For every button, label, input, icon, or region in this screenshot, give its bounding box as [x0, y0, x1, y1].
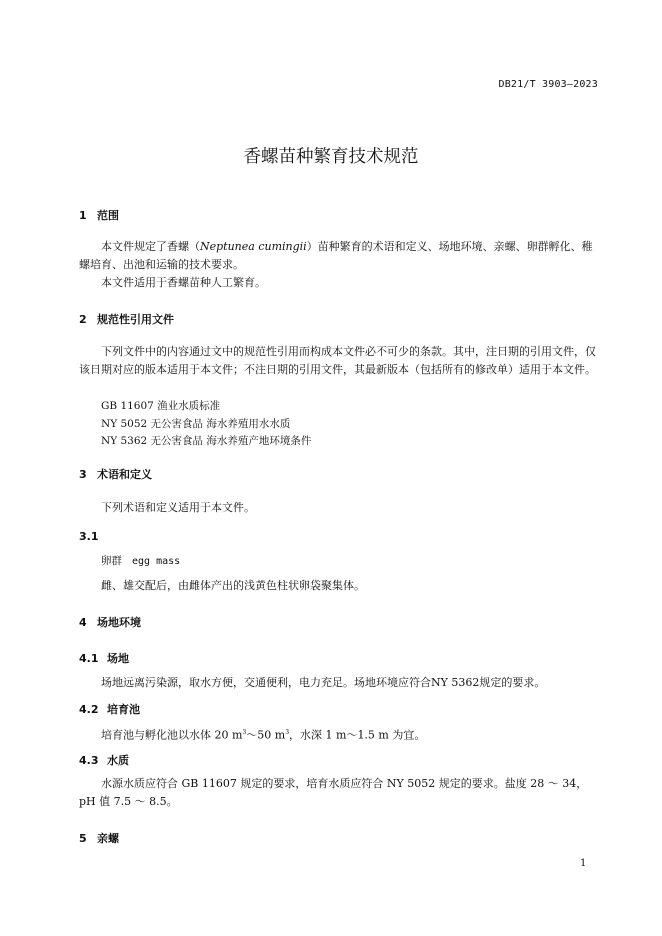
text-run: ，水深 1 m～1.5 m 为宜。 — [289, 728, 426, 742]
normative-reference: GB 11607 渔业水质标准 — [101, 400, 221, 412]
term-english: egg mass — [132, 556, 181, 567]
section-number: 4.1 — [79, 652, 99, 665]
section-title: 亲螺 — [97, 832, 119, 845]
section-1-paragraph-2: 本文件适用于香螺苗种人工繁育。 — [101, 276, 266, 289]
section-4-heading — [79, 614, 141, 630]
section-number: 5 — [79, 832, 87, 845]
subsection-3-1-number: 3.1 — [79, 530, 99, 543]
normative-reference: NY 5362 无公害食品 海水养殖产地环境条件 — [101, 435, 312, 447]
term-definition: 雌、雄交配后，由雌体产出的浅黄色柱状卵袋聚集体。 — [101, 579, 365, 592]
text-run: 培育池与孵化池以水体 20 m — [101, 728, 243, 742]
subsection-4-1-text: 场地远离污染源，取水方便，交通便利，电力充足。场地环境应符合NY 5362规定的要求。 — [101, 676, 546, 689]
superscript: 3 — [242, 729, 247, 736]
section-2-paragraph-1: 下列文件中的内容通过文中的规范性引用而构成本文件必不可少的条款。其中，注日期的引用文件，仅该日期对应的版本适用于本文件；不注日期的引用文件，其最新版本（包括所有的修改单）适用于本文件。 — [79, 345, 596, 376]
section-number: 2 — [79, 313, 87, 326]
text-run: ～50 m — [246, 728, 286, 742]
page-number: 1 — [580, 858, 587, 869]
section-title: 场地 — [107, 652, 129, 665]
section-title: 范围 — [97, 209, 119, 222]
section-number: 4.3 — [79, 754, 99, 767]
section-5-heading — [79, 830, 119, 846]
section-number: 3 — [79, 468, 87, 481]
section-title: 水质 — [107, 754, 129, 767]
section-1-paragraph-1 — [79, 238, 599, 274]
section-title: 培育池 — [107, 703, 140, 716]
section-title: 规范性引用文件 — [97, 313, 174, 326]
superscript: 3 — [285, 729, 290, 736]
latin-name: Neptunea cumingii — [200, 240, 307, 253]
section-number: 4 — [79, 616, 87, 629]
normative-reference: NY 5052 无公害食品 海水养殖用水水质 — [101, 418, 291, 430]
subsection-4-3-text: 水源水质应符合 GB 11607 规定的要求，培育水质应符合 NY 5052 规定的要求。盐度 28 ～ 34，pH 值 7.5 ～ 8.5。 — [79, 777, 588, 808]
document-title: 香螺苗种繁育技术规范 — [243, 147, 419, 167]
section-1-heading — [79, 207, 119, 223]
section-title: 术语和定义 — [97, 468, 152, 481]
term-chinese: 卵群 — [101, 555, 122, 567]
subsection-4-2-heading — [79, 701, 140, 717]
section-2-heading — [79, 311, 174, 327]
subsection-4-3-heading — [79, 752, 129, 768]
term-entry — [101, 553, 180, 568]
section-3-paragraph-1: 下列术语和定义适用于本文件。 — [101, 501, 255, 514]
section-3-heading — [79, 466, 152, 482]
section-title: 场地环境 — [97, 616, 141, 629]
document-code: DB21/T 3903—2023 — [498, 79, 598, 90]
section-number: 4.2 — [79, 703, 99, 716]
section-number: 1 — [79, 209, 87, 222]
subsection-4-2-text — [79, 724, 599, 745]
text-run: 本文件规定了香螺（ — [101, 240, 200, 253]
subsection-4-1-heading — [79, 650, 129, 666]
text-run: ）苗种繁育的术语和定义、场地环境、亲螺、卵群孵化、稚螺培育、出池和运输的技术要求。 — [79, 240, 593, 271]
